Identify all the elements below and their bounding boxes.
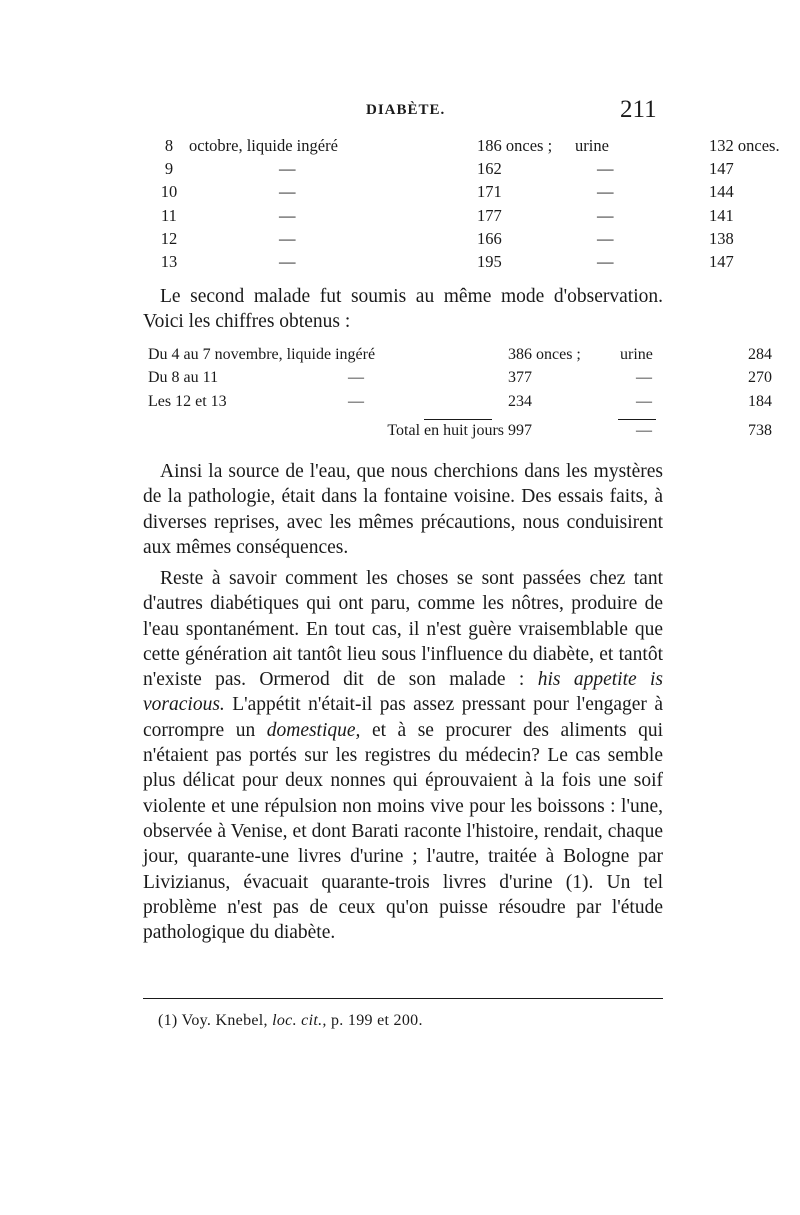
period-cell: Les 12 et 13 — [148, 392, 227, 410]
first-patient-table — [155, 134, 780, 274]
ingested-cell: 386 onces ; — [508, 345, 581, 363]
separator-cell: urine — [575, 135, 609, 155]
mid-dash-cell: — — [348, 392, 364, 410]
table-row — [155, 204, 780, 227]
italic-term: domestique, — [266, 719, 361, 741]
urine-cell: 270 — [748, 369, 772, 387]
ingested-cell: 377 — [508, 369, 532, 387]
paragraph-text: et à se procurer des aliments qui n'étaient pas portés sur les registres du médecin? Le cas semble plus délicat pour deux nonnes qui éprouvaient à la fois une soif violente et une répulsion non moins vive pour les boissons : l'une, observée à Venise, et dont Barati raconte l'histoire, rendait, chaque jour, quarante-une livres d'urine ; l'autre, traitée à Bologne par Livizianus, évacuait quarante-trois livres d'urine (1). Un tel problème n'est pas de ceux qu'on puisse résoudre par l'étude pathologique du diabète. — [143, 719, 663, 944]
ingested-cell: 162 — [477, 158, 502, 178]
paragraph-source: Ainsi la source de l'eau, que nous cherchions dans les mystères de la pathologie, était dans la fontaine voisine. Des essais faits, à diverses reprises, avec les mêmes précautions, nous conduisirent aux mêmes conséquences. — [143, 461, 663, 558]
label-cell: — — [279, 205, 296, 225]
table-row — [148, 390, 772, 414]
urine-cell: 284 — [748, 345, 772, 363]
ingested-cell: 177 — [477, 205, 502, 225]
footnote-text: (1) Voy. Knebel, — [158, 1012, 268, 1029]
urine-cell: 141 — [709, 205, 734, 225]
paragraph-text: L'appétit n'était-il pas assez pressant pour l'engager à corrompre un — [143, 694, 663, 741]
ingested-cell: 166 — [477, 228, 502, 248]
paragraph-second-patient: Le second malade fut soumis au même mode d'observation. Voici les chiffres obtenus : — [143, 286, 663, 333]
paragraph-others — [143, 566, 663, 945]
second-patient-table — [148, 343, 772, 445]
total-label: Total en huit jours — [387, 422, 504, 439]
day-cell: 9 — [164, 158, 174, 178]
ingested-cell: 195 — [477, 252, 502, 272]
day-cell: 13 — [160, 252, 178, 272]
separator-cell: urine — [620, 345, 653, 363]
table-row — [148, 343, 772, 367]
ingested-cell: 234 — [508, 392, 532, 410]
label-cell: octobre, liquide ingéré — [189, 135, 338, 155]
day-cell: 11 — [161, 205, 177, 225]
running-head — [0, 96, 800, 130]
label-cell: — — [279, 228, 296, 248]
ingested-cell: 186 onces ; — [477, 135, 553, 155]
urine-cell: 132 onces. — [709, 135, 780, 155]
table-row — [155, 250, 780, 273]
separator-cell: — — [597, 158, 614, 178]
day-cell: 12 — [160, 228, 178, 248]
total-urine: 738 — [748, 422, 772, 439]
sum-rule-ingested — [424, 419, 492, 420]
paragraph-text: Reste à savoir comment les choses se sont passées chez tant d'autres diabétiques qui ont paru, comme les nôtres, produire de l'eau spontanément. En tout cas, il n'est guère vraisemblable que cette génération ait tantôt lieu sous l'influence du diabète, et tantôt n'existe pas. Ormerod dit de son malade : — [143, 568, 663, 691]
table-row — [155, 157, 780, 180]
period-cell: Du 8 au 11 — [148, 369, 219, 387]
sum-rule-urine — [618, 419, 656, 420]
label-cell: — — [279, 158, 296, 178]
label-cell: — — [279, 252, 296, 272]
table-row — [148, 367, 772, 391]
urine-cell: 138 — [709, 228, 734, 248]
period-cell: Du 4 au 7 novembre, liquide ingéré — [148, 345, 376, 363]
day-cell: 8 — [164, 135, 174, 155]
separator-cell: — — [597, 252, 614, 272]
running-head-title: DIABÈTE. — [366, 102, 446, 118]
separator-cell: — — [636, 369, 652, 387]
separator-cell: — — [597, 205, 614, 225]
urine-cell: 184 — [748, 392, 772, 410]
urine-cell: 147 — [709, 158, 734, 178]
day-cell: 10 — [160, 182, 178, 202]
italic-quote: his appetite is voracious. — [143, 669, 664, 716]
footnote-italic: loc. cit., — [272, 1012, 327, 1029]
ingested-cell: 171 — [477, 182, 502, 202]
table-row — [155, 227, 780, 250]
footnote — [158, 1012, 423, 1030]
separator-cell: — — [636, 422, 652, 439]
page-number: 211 — [620, 96, 657, 123]
total-ingested: 997 — [508, 422, 532, 439]
separator-cell: — — [597, 228, 614, 248]
table-row — [155, 134, 780, 157]
table-row — [155, 181, 780, 204]
footnote-divider — [143, 998, 663, 999]
label-cell: — — [279, 182, 296, 202]
urine-cell: 147 — [709, 252, 734, 272]
separator-cell: — — [636, 392, 652, 410]
footnote-text: p. 199 et 200. — [331, 1012, 423, 1029]
mid-dash-cell: — — [348, 369, 364, 387]
separator-cell: — — [597, 182, 614, 202]
urine-cell: 144 — [709, 182, 734, 202]
